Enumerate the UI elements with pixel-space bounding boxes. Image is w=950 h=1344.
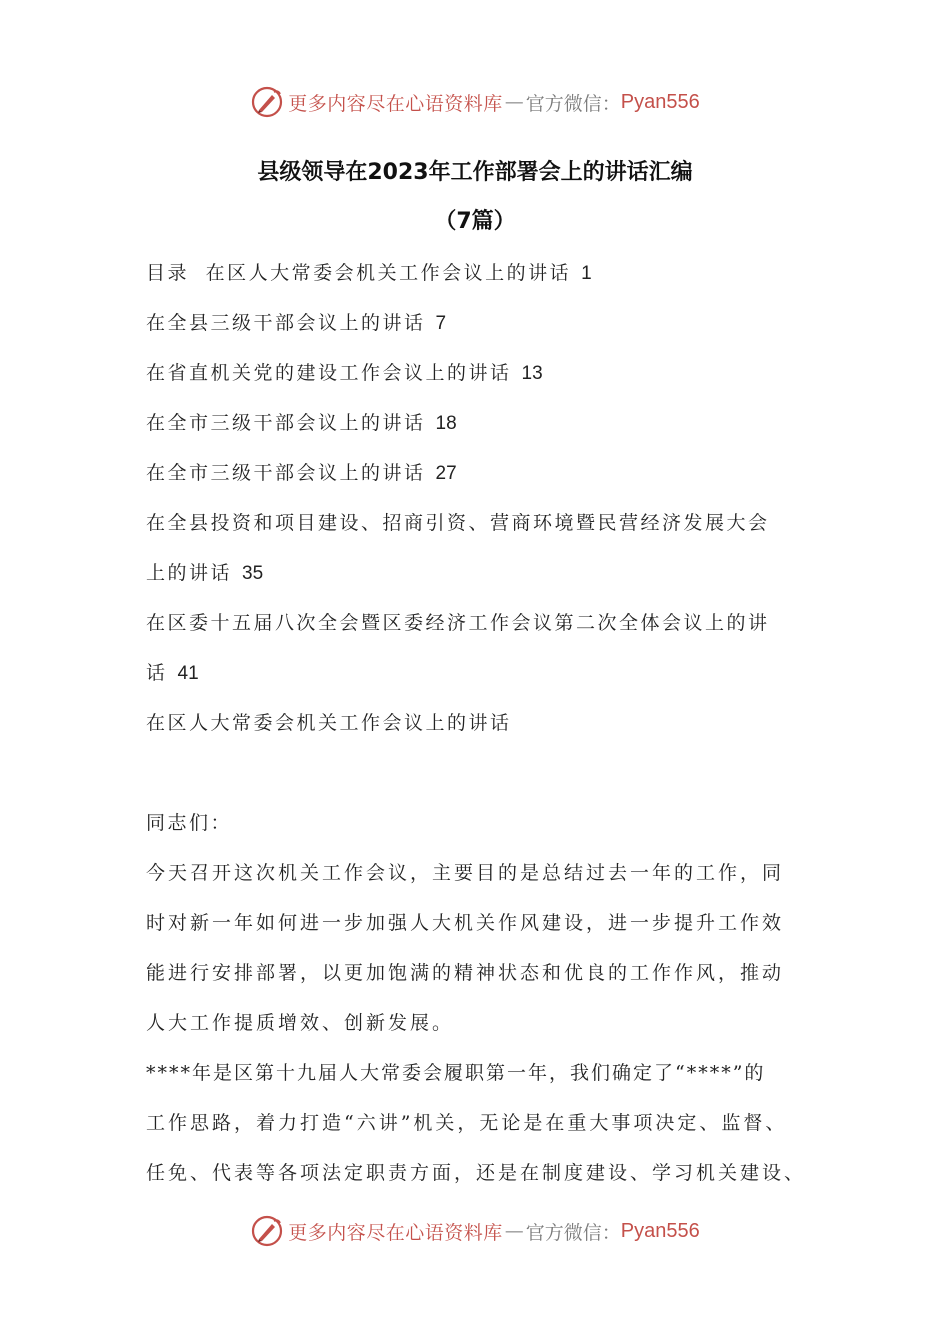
toc-page: 18 (435, 413, 457, 434)
paragraph-1 (146, 848, 816, 1048)
paragraph-line: 时对新一年如何进一步加强人大机关作风建设，进一步提升工作效 (146, 912, 785, 934)
paragraph-line: 人大工作提质增效、创新发展。 (146, 1012, 455, 1034)
toc-entry (146, 448, 816, 498)
toc-title: 在全市三级干部会议上的讲话 (146, 462, 426, 484)
banner-wechat-id: Pyan556 (620, 1219, 700, 1242)
toc-entry (146, 248, 816, 298)
banner-text: 更多内容尽在心语资料库 (288, 92, 503, 115)
paragraph-line: 能进行安排部署，以更加饱满的精神状态和优良的工作作风，推动 (146, 962, 785, 984)
toc-entry-line2 (146, 548, 816, 598)
toc-entry-line1: 在区委十五届八次全会暨区委经济工作会议第二次全体会议上的讲 (146, 612, 770, 634)
toc-entry (146, 398, 816, 448)
toc-label: 目录 (146, 262, 190, 284)
toc-entry (146, 298, 816, 348)
section-heading: 在区人大常委会机关工作会议上的讲话 (146, 712, 512, 734)
salutation: 同志们： (146, 812, 233, 834)
document-body (146, 248, 816, 1198)
spacer (146, 748, 816, 798)
footer-watermark-banner (0, 1211, 950, 1251)
document-subtitle: （7篇） (434, 209, 516, 234)
banner-dash: — (504, 91, 524, 113)
toc-page: 41 (177, 663, 199, 684)
toc-entry-line2 (146, 648, 816, 698)
paragraph-line: ****年是区第十九届人大常委会履职第一年，我们确定了“****”的 (146, 1062, 766, 1084)
banner-wechat-label: 官方微信： (525, 92, 621, 115)
document-title: 县级领导在2023年工作部署会上的讲话汇编 (257, 160, 693, 185)
toc-page: 7 (435, 313, 447, 334)
toc-entry-line1: 在全县投资和项目建设、招商引资、营商环境暨民营经济发展大会 (146, 512, 770, 534)
banner-wechat-label: 官方微信： (525, 1221, 621, 1244)
paragraph-line: 工作思路，着力打造“六讲”机关，无论是在重大事项决定、监督、 (146, 1112, 788, 1134)
toc-entry (146, 348, 816, 398)
paragraph-line: 任免、代表等各项法定职责方面，还是在制度建设、学习机关建设、 (146, 1162, 807, 1184)
pen-logo-icon (250, 85, 284, 119)
toc-title: 在全县三级干部会议上的讲话 (146, 312, 426, 334)
toc-page: 13 (521, 363, 543, 384)
toc-title: 在全市三级干部会议上的讲话 (146, 412, 426, 434)
banner-dash: — (504, 1220, 524, 1242)
banner-wechat-id: Pyan556 (620, 90, 700, 113)
toc-title: 上的讲话 (146, 562, 233, 584)
toc-page: 27 (435, 463, 457, 484)
toc-page: 35 (242, 563, 264, 584)
toc-title: 在省直机关党的建设工作会议上的讲话 (146, 362, 512, 384)
toc-page: 1 (581, 263, 592, 284)
header-watermark-banner (0, 82, 950, 122)
pen-logo-icon (250, 1214, 284, 1248)
toc-title: 在区人大常委会机关工作会议上的讲话 (205, 262, 572, 284)
paragraph-line: 今天召开这次机关工作会议，主要目的是总结过去一年的工作，同 (146, 862, 785, 884)
toc-title: 话 (146, 662, 168, 684)
banner-text: 更多内容尽在心语资料库 (288, 1221, 503, 1244)
paragraph-2 (146, 1048, 816, 1198)
